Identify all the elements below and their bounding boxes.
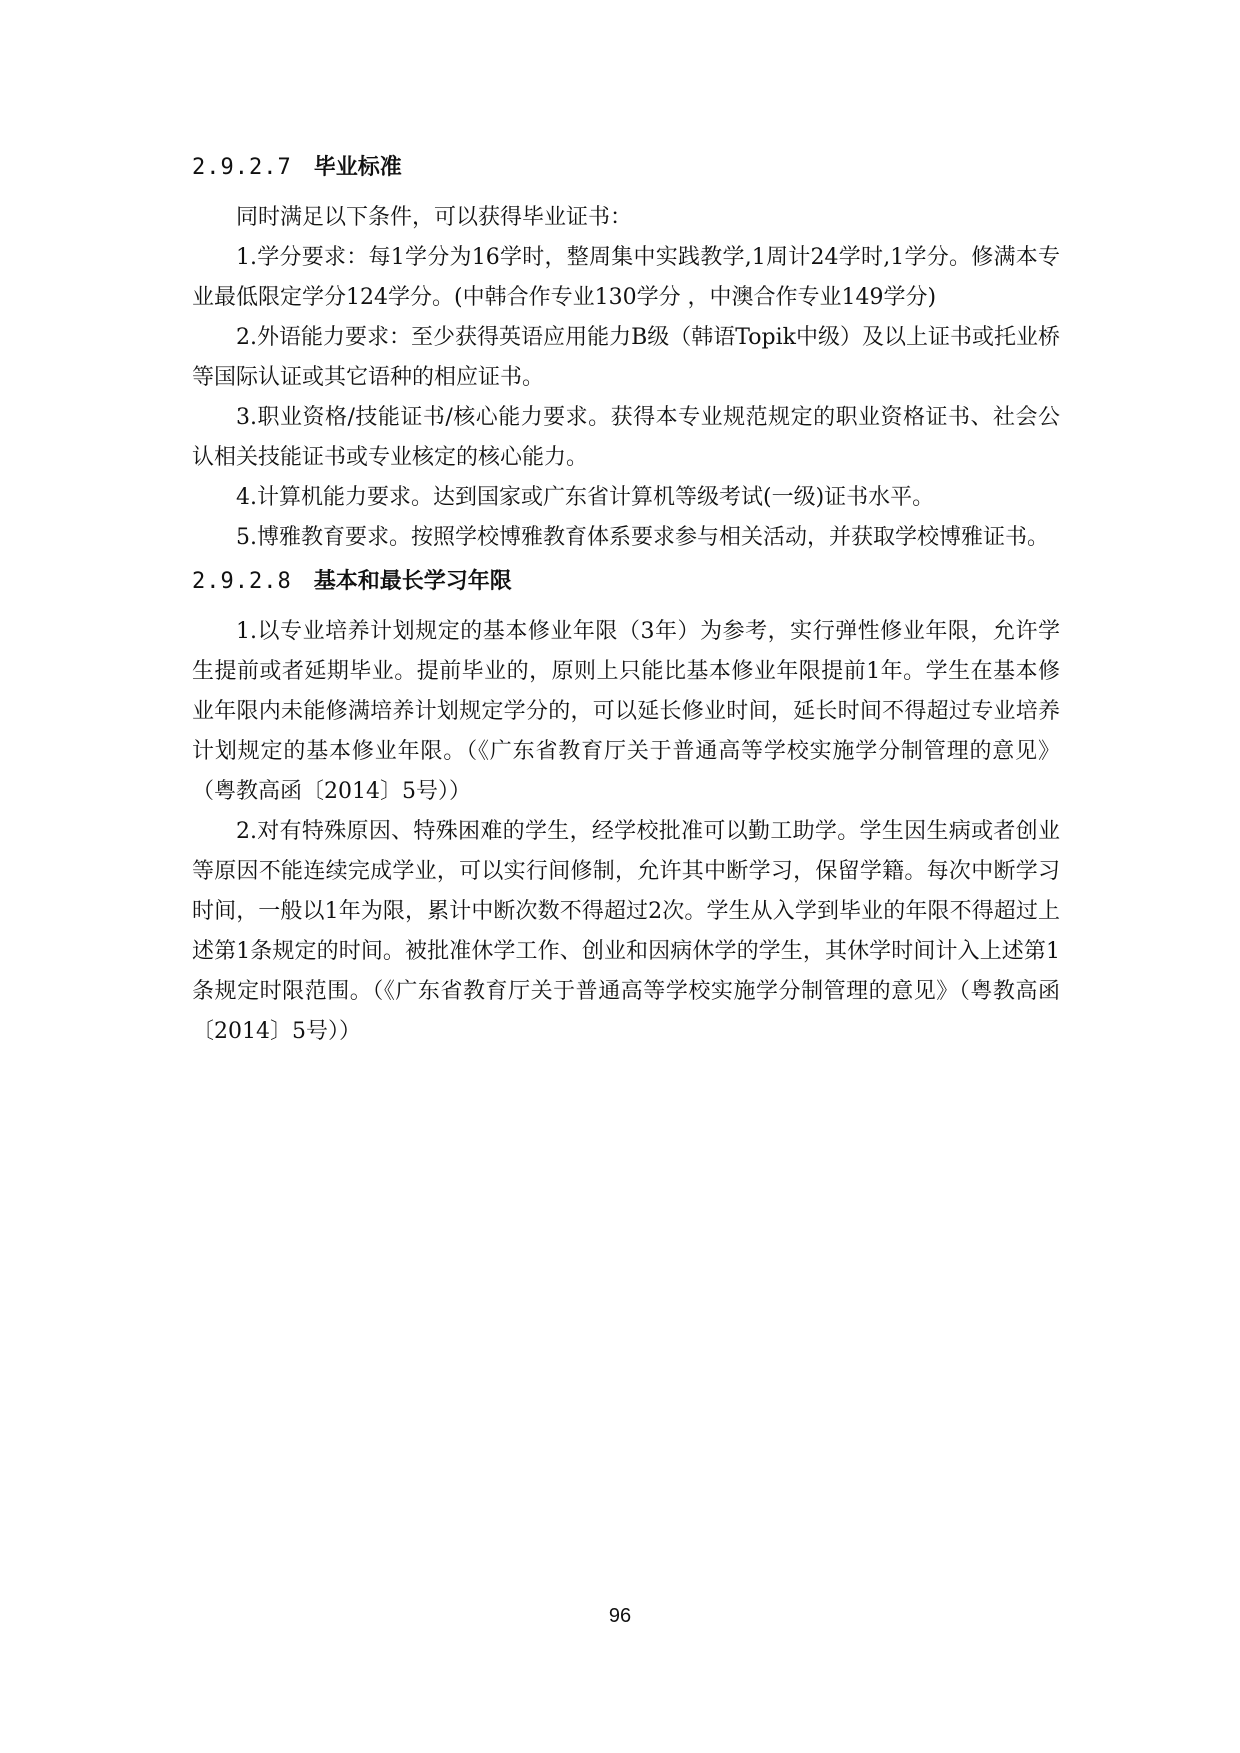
section-number: 2.9.2.7 bbox=[192, 155, 292, 180]
section-heading-graduation-standard bbox=[192, 148, 1060, 188]
paragraph-certificate-requirement: 3.职业资格/技能证书/核心能力要求。获得本专业规范规定的职业资格证书、社会公认相关技能证书或专业核定的核心能力。 bbox=[192, 405, 1060, 470]
spacer bbox=[192, 188, 1060, 198]
paragraph-liberal-education-requirement: 5.博雅教育要求。按照学校博雅教育体系要求参与相关活动，并获取学校博雅证书。 bbox=[236, 525, 1049, 550]
paragraph-suspension-rules: 2.对有特殊原因、特殊困难的学生，经学校批准可以勤工助学。学生因生病或者创业等原因不能连续完成学业，可以实行间修制，允许其中断学习，保留学籍。每次中断学习时间，一般以1年为限，累计中断次数不得超过2次。学生从入学到毕业的年限不得超过上述第1条规定的时间。被批准休学工作、创业和因病休学的学生，其休学时间计入上述第1条规定时限范围。（《广东省教育厅关于普通高等学校实施学分制管理的意见》（粤教高函〔2014〕5号）） bbox=[192, 819, 1060, 1044]
paragraph-language-requirement: 2.外语能力要求：至少获得英语应用能力B级（韩语Topik中级）及以上证书或托业桥等国际认证或其它语种的相应证书。 bbox=[192, 325, 1060, 390]
section-number: 2.9.2.8 bbox=[192, 569, 292, 594]
paragraph-flexible-duration: 1.以专业培养计划规定的基本修业年限（3年）为参考，实行弹性修业年限，允许学生提前或者延期毕业。提前毕业的，原则上只能比基本修业年限提前1年。学生在基本修业年限内未能修满培养计划规定学分的，可以延长修业时间，延长时间不得超过专业培养计划规定的基本修业年限。（《广东省教育厅关于普通高等学校实施学分制管理的意见》（粤教高函〔2014〕5号）） bbox=[192, 619, 1060, 804]
paragraph-intro: 同时满足以下条件，可以获得毕业证书： bbox=[236, 205, 633, 230]
paragraph-computer-requirement: 4.计算机能力要求。达到国家或广东省计算机等级考试(一级)证书水平。 bbox=[236, 485, 935, 510]
page-number: 96 bbox=[608, 1605, 632, 1627]
section-title: 毕业标准 bbox=[313, 155, 402, 180]
spacer bbox=[192, 602, 1060, 612]
paragraph-credit-requirement: 1.学分要求：每1学分为16学时，整周集中实践教学,1周计24学时,1学分。修满本专业最低限定学分124学分。(中韩合作专业130学分 ，中澳合作专业149学分) bbox=[192, 245, 1060, 310]
page-body bbox=[192, 148, 1060, 1052]
section-heading-study-duration bbox=[192, 562, 1060, 602]
section-title: 基本和最长学习年限 bbox=[313, 569, 512, 594]
